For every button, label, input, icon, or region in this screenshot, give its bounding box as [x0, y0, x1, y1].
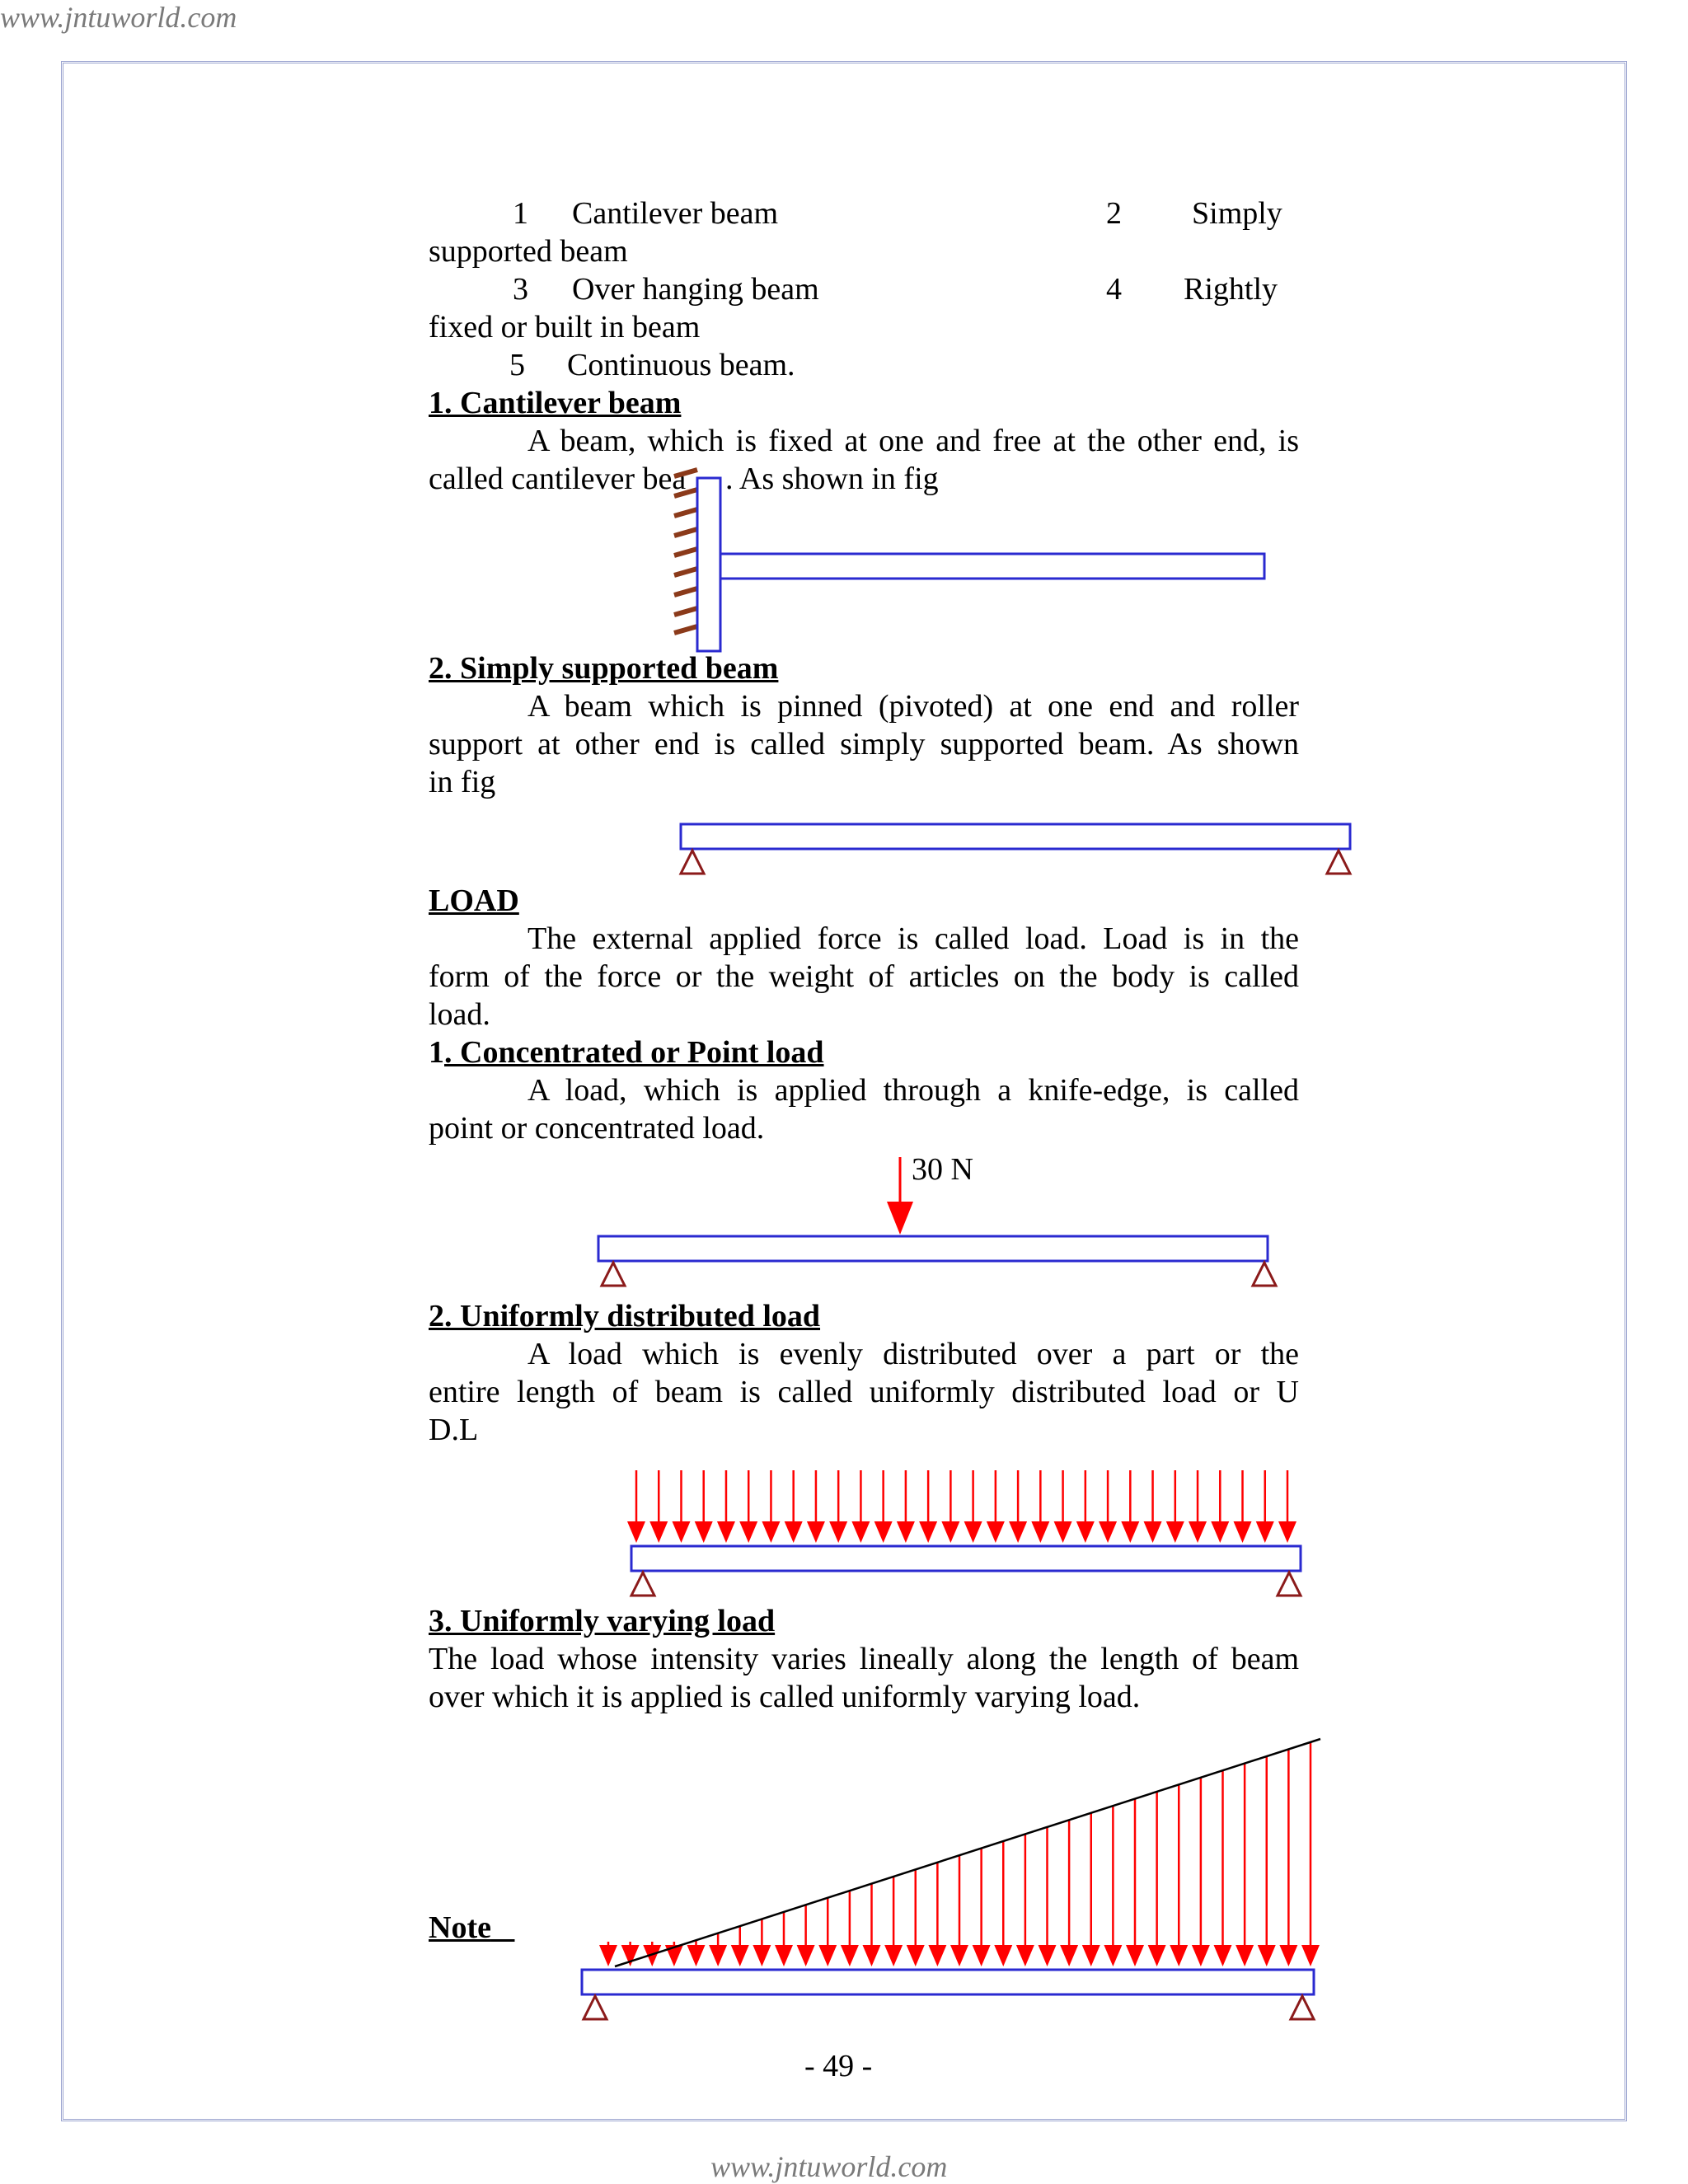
- udl-arrow-head: [695, 1521, 713, 1543]
- udl-arrow-head: [1076, 1521, 1095, 1543]
- udl-arrow-head: [874, 1521, 893, 1543]
- heading-cantilever: 1. Cantilever beam: [429, 386, 682, 420]
- point-load-text-2: point or concentrated load.: [429, 1111, 765, 1146]
- udl-arrow-head: [785, 1521, 803, 1543]
- udl-arrow-head: [717, 1521, 735, 1543]
- uvl-arrow-head: [797, 1945, 815, 1966]
- heading-point-load: [429, 1033, 824, 1071]
- list-item-simply: Simply: [1192, 196, 1282, 231]
- udl-arrow-head: [1256, 1521, 1274, 1543]
- udl-arrow-head: [1009, 1521, 1027, 1543]
- udl-arrow-head: [1189, 1521, 1207, 1543]
- udl-arrow-head: [762, 1521, 780, 1543]
- heading-point-load-text: . Concentrated or Point load: [444, 1035, 824, 1070]
- udl-arrow-head: [807, 1521, 825, 1543]
- uvl-arrow-head: [753, 1945, 771, 1966]
- udl-arrow-head: [851, 1521, 870, 1543]
- udl-arrow-head: [1144, 1521, 1162, 1543]
- heading-uvl: 3. Uniformly varying load: [429, 1604, 776, 1638]
- uvl-arrow-head: [709, 1945, 727, 1966]
- watermark-bottom: www.jntuworld.com: [710, 2150, 948, 2183]
- right-support: [1253, 1263, 1276, 1286]
- uvl-arrow-head: [1060, 1945, 1078, 1966]
- load-text-3: load.: [429, 997, 490, 1032]
- right-support: [1278, 1572, 1301, 1596]
- list-item-overhanging: Over hanging beam: [572, 272, 819, 307]
- pin-support: [681, 851, 704, 874]
- right-support: [1291, 1996, 1314, 2019]
- beam: [598, 1236, 1268, 1261]
- udl-arrow-head: [649, 1521, 668, 1543]
- force-label: 30 N: [912, 1152, 973, 1187]
- udl-arrow-head: [1121, 1521, 1139, 1543]
- list-item-rightly: Rightly: [1184, 272, 1278, 307]
- uvl-arrow-head: [1082, 1945, 1100, 1966]
- beam: [681, 824, 1350, 849]
- left-support: [602, 1263, 625, 1286]
- list-item-simply-cont: supported beam: [429, 234, 628, 269]
- uvl-arrow-head: [1192, 1945, 1210, 1966]
- simply-text-2: support at other end is called simply supported beam. As shown: [429, 727, 1299, 762]
- heading-note-text: Note: [429, 1910, 491, 1945]
- udl-arrow-head: [739, 1521, 757, 1543]
- left-support: [584, 1996, 607, 2019]
- uvl-arrow-head: [928, 1945, 946, 1966]
- load-text-2: form of the force or the weight of articles on the body is called: [429, 959, 1299, 994]
- uvl-arrow-head: [1279, 1945, 1297, 1966]
- uvl-figure: [569, 1731, 1343, 2027]
- heading-point-load-num: 1: [429, 1035, 444, 1070]
- udl-arrow-head: [672, 1521, 690, 1543]
- uvl-arrow-head: [731, 1945, 749, 1966]
- uvl-arrow-head: [994, 1945, 1012, 1966]
- left-support: [631, 1572, 654, 1596]
- udl-arrow-head: [1099, 1521, 1117, 1543]
- beam: [582, 1970, 1314, 1994]
- uvl-text-2: over which it is applied is called uniformly varying load.: [429, 1680, 1141, 1714]
- simply-text-3: in fig: [429, 765, 496, 799]
- cantilever-beam: [720, 554, 1264, 579]
- udl-text-1: A load which is evenly distributed over a part or the: [528, 1337, 1299, 1371]
- udl-text-3: D.L: [429, 1413, 479, 1447]
- simply-supported-figure: [659, 816, 1368, 882]
- uvl-arrow-head: [841, 1945, 859, 1966]
- wall-hatch: [674, 470, 697, 633]
- uvl-arrow-head: [907, 1945, 925, 1966]
- udl-arrow-head: [1166, 1521, 1184, 1543]
- uvl-arrow-head: [1148, 1945, 1166, 1966]
- udl-arrow-head: [897, 1521, 915, 1543]
- list-item-cantilever: Cantilever beam: [572, 196, 779, 231]
- heading-udl: 2. Uniformly distributed load: [429, 1299, 821, 1333]
- cantilever-text-2-end: . As shown in fig: [725, 462, 939, 496]
- udl-figure: [618, 1467, 1319, 1607]
- uvl-arrow-head: [950, 1945, 968, 1966]
- uvl-arrow-head: [1258, 1945, 1276, 1966]
- uvl-arrow-head: [818, 1945, 837, 1966]
- simply-text-1: A beam which is pinned (pivoted) at one end and roller: [528, 689, 1299, 724]
- udl-arrow-head: [964, 1521, 982, 1543]
- list-num-2: 2: [1106, 196, 1122, 231]
- beam: [631, 1546, 1301, 1571]
- list-num-4: 4: [1106, 272, 1122, 307]
- uvl-arrow-head: [1016, 1945, 1034, 1966]
- uvl-text-1: The load whose intensity varies lineally along the length of beam: [429, 1642, 1299, 1676]
- uvl-arrow-head: [1126, 1945, 1144, 1966]
- uvl-arrow-head: [863, 1945, 881, 1966]
- udl-text-2: entire length of beam is called uniformly distributed load or U: [429, 1375, 1299, 1409]
- list-item-rightly-cont: fixed or built in beam: [429, 310, 701, 344]
- uvl-arrow-head: [687, 1945, 706, 1966]
- uvl-arrow-head: [1104, 1945, 1122, 1966]
- list-num-3: 3: [513, 272, 528, 307]
- udl-arrow-head: [1234, 1521, 1252, 1543]
- list-item-continuous: Continuous beam.: [567, 348, 795, 382]
- uvl-arrow-head: [1301, 1945, 1320, 1966]
- udl-arrow-head: [1031, 1521, 1049, 1543]
- watermark-top: www.jntuworld.com: [0, 1, 237, 34]
- udl-arrow-head: [1211, 1521, 1229, 1543]
- uvl-arrow-head: [599, 1945, 617, 1966]
- udl-arrow-head: [987, 1521, 1005, 1543]
- load-intensity-line: [615, 1739, 1320, 1966]
- heading-load: LOAD: [429, 883, 519, 918]
- uvl-arrow-head: [1214, 1945, 1232, 1966]
- cantilever-text-2: called cantilever bea: [429, 462, 687, 496]
- fixed-support: [697, 478, 720, 651]
- point-load-text-1: A load, which is applied through a knife-edge, is called: [528, 1073, 1299, 1108]
- uvl-arrow-head: [1039, 1945, 1057, 1966]
- udl-arrow-head: [1054, 1521, 1072, 1543]
- udl-arrow-head: [627, 1521, 645, 1543]
- heading-note: [429, 1909, 514, 1947]
- uvl-arrow-head: [775, 1945, 793, 1966]
- cantilever-figure: [659, 462, 1286, 659]
- udl-arrow-head: [1278, 1521, 1296, 1543]
- uvl-arrow-head: [1236, 1945, 1254, 1966]
- udl-arrow-head: [919, 1521, 937, 1543]
- list-num-5: 5: [509, 348, 525, 382]
- roller-support: [1327, 851, 1350, 874]
- uvl-arrow-head: [1170, 1945, 1188, 1966]
- udl-arrow-head: [829, 1521, 847, 1543]
- uvl-arrow-head: [973, 1945, 991, 1966]
- cantilever-text-1: A beam, which is fixed at one and free at the other end, is: [528, 424, 1299, 458]
- heading-simply-supported: 2. Simply supported beam: [429, 651, 779, 686]
- load-text-1: The external applied force is called load. Load is in the: [528, 921, 1299, 956]
- uvl-arrow-head: [884, 1945, 903, 1966]
- list-num-1: 1: [513, 196, 528, 231]
- udl-arrow-head: [941, 1521, 959, 1543]
- page-number: - 49 -: [804, 2049, 873, 2083]
- force-arrow-head: [887, 1202, 913, 1235]
